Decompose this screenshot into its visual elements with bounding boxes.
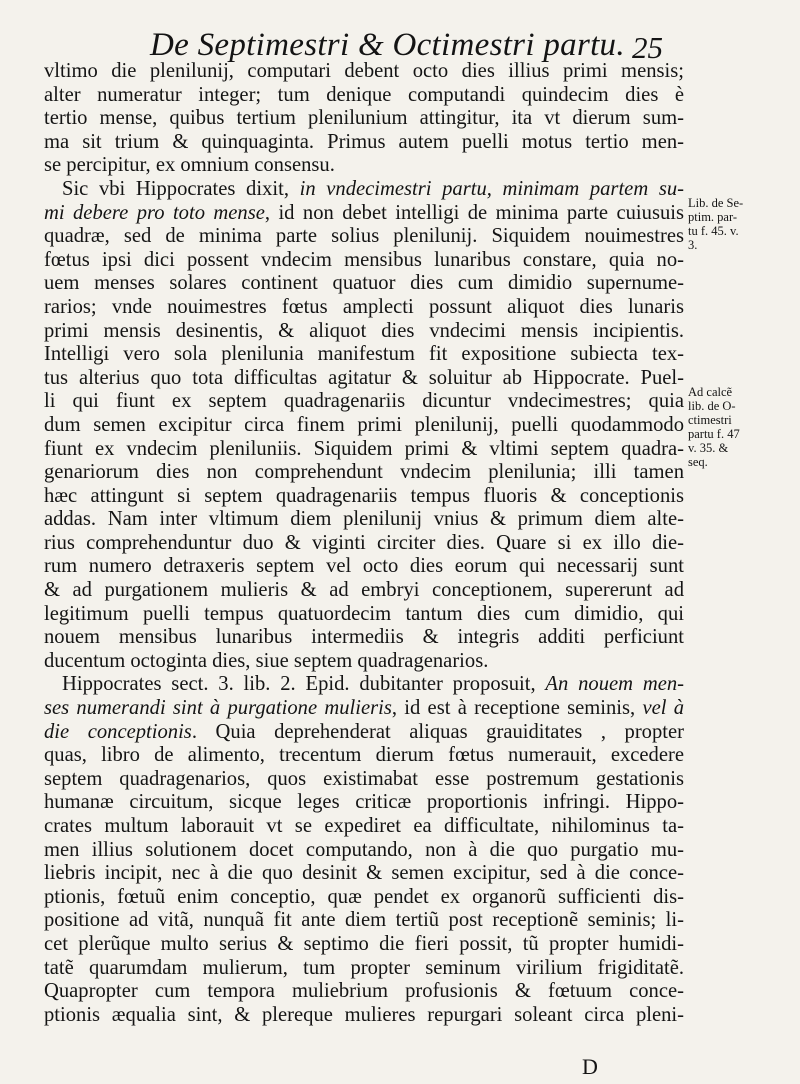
text-line: crates multum laborauit vt se expediret ea difficultate, nihilominus ta- (44, 815, 684, 837)
text-line: mi debere pro toto mense, id non debet intelligi de minima parte cuiusuis (44, 201, 684, 224)
text-line: ma sit trium & quinquaginta. Primus autem puelli motus tertio men- (44, 130, 684, 153)
text-line: Quapropter cum tempora muliebrium profusionis & fœtuum conce- (44, 980, 684, 1003)
text-line: humanæ circuitum, sicque leges criticæ proportionis infringi. Hippo- (44, 791, 684, 814)
text-line: alter numeratur integer; tum denique computandi quindecim dies è (44, 83, 684, 106)
marginal-note: Lib. de Se- ptim. par- tu f. 45. v. 3. (688, 196, 744, 252)
text-line: tus alterius quo tota difficultas agitatur & soluitur ab Hippocrate. Puel- (44, 366, 684, 389)
text-line: ptionis, fœtuũ enim conceptio, quæ pendet ex organorũ sufficienti dis- (44, 885, 684, 908)
text-line: genariorum dies non comprehendunt vndecim plenilunia; illi tamen (44, 461, 684, 484)
text-line: fiunt ex vndecim pleniluniis. Siquidem primi & vltimi septem quadra- (44, 437, 684, 460)
catchword: D (582, 1054, 598, 1079)
text-line: dum semen excipitur circa finem primi plenilunij, puelli quodammodo (44, 413, 684, 436)
text-line: Sic vbi Hippocrates dixit, in vndecimestri partu, minimam partem su- (62, 177, 684, 200)
text-line: uem menses solares continent quatuor dies cum dimidio supernume- (44, 272, 684, 295)
text-line: rarios; vnde nouimestres fœtus amplecti possunt aliquot dies lunaris (44, 295, 684, 318)
text-line: tatẽ quarumdam mulierum, tum propter seminum virilium frigiditatẽ. (44, 956, 684, 979)
text-line: nouem mensibus lunaribus intermediis & integris additi perficiunt (44, 626, 684, 649)
marginal-note: Ad calcẽ lib. de O- ctimestri partu f. 47 v. 35. & seq. (688, 385, 740, 469)
text-line: Hippocrates sect. 3. lib. 2. Epid. dubitanter proposuit, An nouem men- (62, 673, 684, 696)
text-line: fœtus ipsi dici possent vndecim mensibus lunaribus constare, quia no- (44, 248, 684, 271)
main-text-block (44, 60, 684, 1027)
text-line: se percipitur, ex omnium consensu. (44, 154, 335, 177)
text-line: men illius solutionem docet computando, non à die quo purgatio mu- (44, 838, 684, 861)
text-line: legitimum puelli tempus quatuordecim tantum dies cum dimidio, qui (44, 602, 684, 625)
text-line: rum numero detraxeris septem vel octo dies eorum qui necessarij sunt (44, 555, 684, 578)
text-line: Intelligi vero sola plenilunia manifestum fit expositione subiecta tex- (44, 343, 684, 366)
text-line: ptionis æqualia sint, & plereque mulieres repurgari soleant circa pleni- (44, 1003, 684, 1026)
text-line: ducentum octoginta dies, siue septem quadragenarios. (44, 649, 489, 672)
text-line: quas, libro de alimento, trecentum dierum fœtus numerauit, excedere (44, 744, 684, 767)
text-line: vltimo die plenilunij, computari debent octo dies illius primi mensis; (44, 60, 684, 82)
running-head-title: De Septimestri & Octimestri partu. (150, 27, 625, 63)
text-line: positione ad vitã, nunquã fit ante diem tertiũ post receptionẽ seminis; li- (44, 909, 684, 932)
page-number: 25 (632, 30, 663, 65)
text-line: & ad purgationem mulieris & ad embryi conceptionem, supererunt ad (44, 579, 684, 602)
text-line: die conceptionis. Quia deprehenderat aliquas grauiditates , propter (44, 720, 684, 743)
text-line: liebris incipit, nec à die quo desinit & semen excipitur, sed à die conce- (44, 862, 684, 885)
text-line: hæc attingunt si septem quadragenariis tempus fluoris & conceptionis (44, 484, 684, 507)
text-line: li qui fiunt ex septem quadragenariis dicuntur vndecimestres; quia (44, 390, 684, 413)
text-line: quadræ, sed de minima parte solius plenilunij. Siquidem nouimestres (44, 225, 684, 248)
text-line: cet plerũque multo serius & septimo die fieri possit, tũ propter humidi- (44, 932, 684, 955)
text-line: rius comprehenduntur duo & viginti circiter dies. Quare si ex illo die- (44, 531, 684, 554)
text-line: tertio mense, quibus tertium plenilunium attingitur, ita vt dierum sum- (44, 107, 684, 130)
text-line: addas. Nam inter vltimum diem plenilunij vnius & primum diem alte- (44, 508, 684, 531)
text-line: ses numerandi sint à purgatione mulieris, id est à receptione seminis, vel à (44, 697, 684, 720)
text-line: primi mensis desinentis, & aliquot dies vndecimi mensis incipientis. (44, 319, 684, 342)
text-line: septem quadragenarios, quos existimabat esse postremum gestationis (44, 767, 684, 790)
